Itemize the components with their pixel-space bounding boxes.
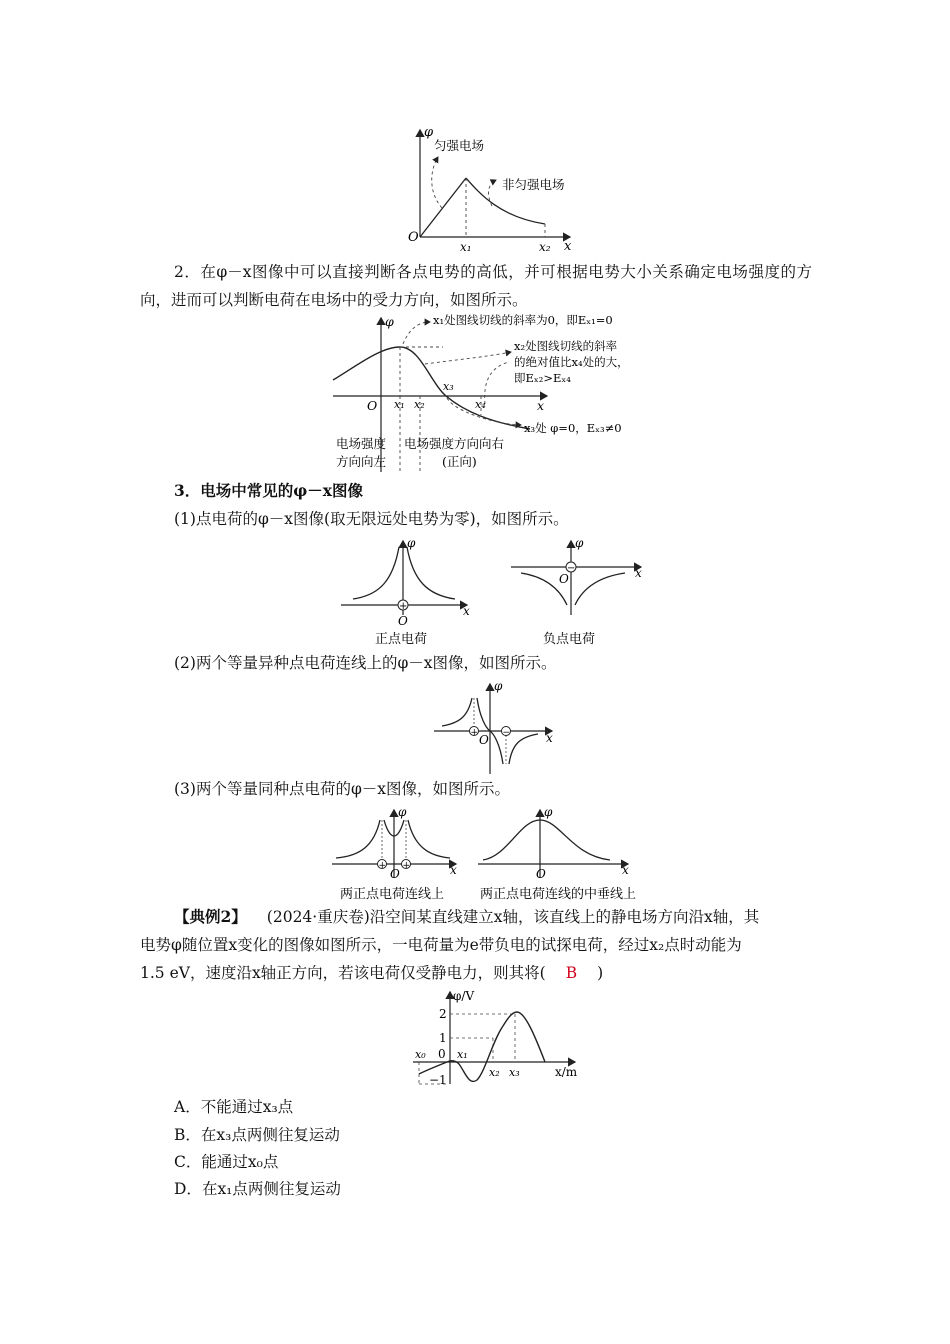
- svg-text:O: O: [390, 867, 400, 881]
- x4-label: x₄: [475, 398, 486, 411]
- svg-text:x: x: [635, 566, 642, 580]
- item-2-paragraph: 2．在φ－x图像中可以直接判断各点电势的高低，并可根据电势大小关系确定电场强度的方向，进而可以判断电荷在电场中的受力方向，如图所示。: [140, 263, 812, 309]
- arrow-ann1: [403, 322, 430, 344]
- annotation-x3: x₃处 φ=0，Eₓ₃≠0: [524, 421, 622, 435]
- svg-text:φ: φ: [544, 806, 553, 819]
- svg-text:φ: φ: [575, 536, 584, 550]
- svg-text:x: x: [450, 863, 457, 877]
- right-region-line1: 电场强度方向向右: [404, 436, 505, 451]
- svg-text:x: x: [546, 731, 553, 745]
- sub-2-text: (2)两个等量异种点电荷连线上的φ－x图像，如图所示。: [174, 654, 557, 672]
- svg-text:−: −: [567, 563, 576, 574]
- x2-label: x₂: [414, 398, 425, 411]
- arrow-uniform: [432, 157, 442, 208]
- figure-field-direction: [325, 312, 645, 477]
- x2-label: x₂: [539, 240, 551, 254]
- svg-text:φ/V: φ/V: [453, 989, 475, 1003]
- option-c[interactable]: C．能通过x₀点: [174, 1153, 279, 1171]
- arrow-nonuniform: [489, 180, 496, 206]
- svg-text:x₁: x₁: [457, 1048, 468, 1061]
- svg-text:x: x: [463, 604, 470, 618]
- option-d[interactable]: D．在x₁点两侧往复运动: [174, 1180, 341, 1198]
- svg-text:O: O: [536, 867, 546, 881]
- answer: B: [565, 964, 578, 982]
- caption-negative: 负点电荷: [543, 632, 596, 647]
- x-label: x: [564, 239, 572, 254]
- svg-text:2: 2: [439, 1007, 447, 1021]
- phi-curve: [333, 347, 530, 429]
- right-region-line2: (正向): [442, 454, 477, 469]
- x-label: x: [537, 398, 545, 413]
- item-3-title: 3．电场中常见的φ－x图像: [174, 481, 364, 500]
- example-source: (2024·重庆卷): [266, 908, 370, 926]
- svg-text:−: −: [502, 728, 511, 738]
- caption-positive: 正点电荷: [375, 632, 428, 647]
- sub-1-text: (1)点电荷的φ－x图像(取无限远处电势为零)，如图所示。: [174, 510, 569, 528]
- arrow-ann2: [425, 352, 511, 364]
- svg-text:O: O: [398, 614, 408, 628]
- x1-label: x₁: [460, 240, 472, 254]
- nonuniform-label: 非匀强电场: [502, 177, 565, 192]
- left-region-line2: 方向向左: [336, 454, 387, 469]
- like-charges-bisector-graph: [478, 806, 629, 881]
- svg-text:+: +: [399, 601, 408, 612]
- x1-label: x₁: [394, 398, 405, 411]
- svg-text:O: O: [479, 733, 489, 747]
- arrow-ann2b: [485, 362, 509, 404]
- sub-3-text: (3)两个等量同种点电荷的φ－x图像，如图所示。: [174, 780, 511, 798]
- svg-text:+: +: [378, 861, 387, 871]
- svg-text:φ: φ: [407, 536, 416, 550]
- svg-text:+: +: [470, 728, 479, 738]
- svg-text:x₂: x₂: [489, 1066, 500, 1079]
- negative-charge-graph: [511, 536, 642, 615]
- svg-text:φ: φ: [398, 806, 407, 819]
- svg-text:0: 0: [438, 1047, 446, 1061]
- figure-uniform-nonuniform: [400, 122, 600, 257]
- origin-label: O: [367, 398, 378, 413]
- like-charges-line-graph: [332, 806, 457, 881]
- left-region-line1: 电场强度: [336, 436, 387, 451]
- svg-text:1: 1: [439, 1031, 447, 1045]
- uniform-label: 匀强电场: [434, 138, 485, 153]
- phi-label: φ: [385, 314, 394, 329]
- origin-label: O: [408, 230, 419, 245]
- figure-opposite-charges: [430, 678, 560, 778]
- annotation-x2-line3: 即Eₓ₂>Eₓ₄: [514, 371, 571, 385]
- x3-label: x₃: [443, 380, 454, 393]
- example-2-stem: 【典例2】 (2024·重庆卷)沿空间某直线建立x轴，该直线上的静电场方向沿x轴，其 电势φ随位置x变化的图像如图所示，一电荷量为e带负电的试探电荷，经过x₂点时动能为 1.5 eV，速度沿x轴正方向，若该电荷仅受静电力，则其将( B ): [140, 907, 760, 982]
- figure-example-graph: [405, 988, 590, 1088]
- phi-label: φ: [424, 125, 434, 140]
- positive-charge-graph: [341, 536, 470, 628]
- caption-left: 两正点电荷连线上: [340, 887, 445, 902]
- figure-like-charges: [328, 806, 668, 906]
- caption-right: 两正点电荷连线的中垂线上: [480, 887, 637, 902]
- svg-text:x/m: x/m: [555, 1065, 578, 1079]
- svg-text:+: +: [402, 861, 411, 871]
- svg-text:x₀: x₀: [415, 1048, 426, 1061]
- annotation-x2-line2: 的绝对值比x₄处的大，: [514, 355, 629, 369]
- svg-text:x₃: x₃: [509, 1066, 520, 1079]
- annotation-x2-line1: x₂处图线切线的斜率: [514, 339, 618, 353]
- svg-text:−1: −1: [429, 1073, 447, 1087]
- svg-text:φ: φ: [494, 679, 503, 693]
- example-label: 【典例2】: [174, 907, 247, 926]
- option-a[interactable]: A．不能通过x₃点: [174, 1098, 294, 1116]
- svg-text:O: O: [559, 572, 569, 586]
- option-b[interactable]: B．在x₃点两侧往复运动: [174, 1126, 340, 1144]
- linear-segment: [420, 178, 466, 237]
- figure-point-charges: [335, 535, 655, 650]
- svg-text:x: x: [622, 863, 629, 877]
- annotation-x1: x₁处图线切线的斜率为0，即Eₓ₁=0: [433, 313, 613, 327]
